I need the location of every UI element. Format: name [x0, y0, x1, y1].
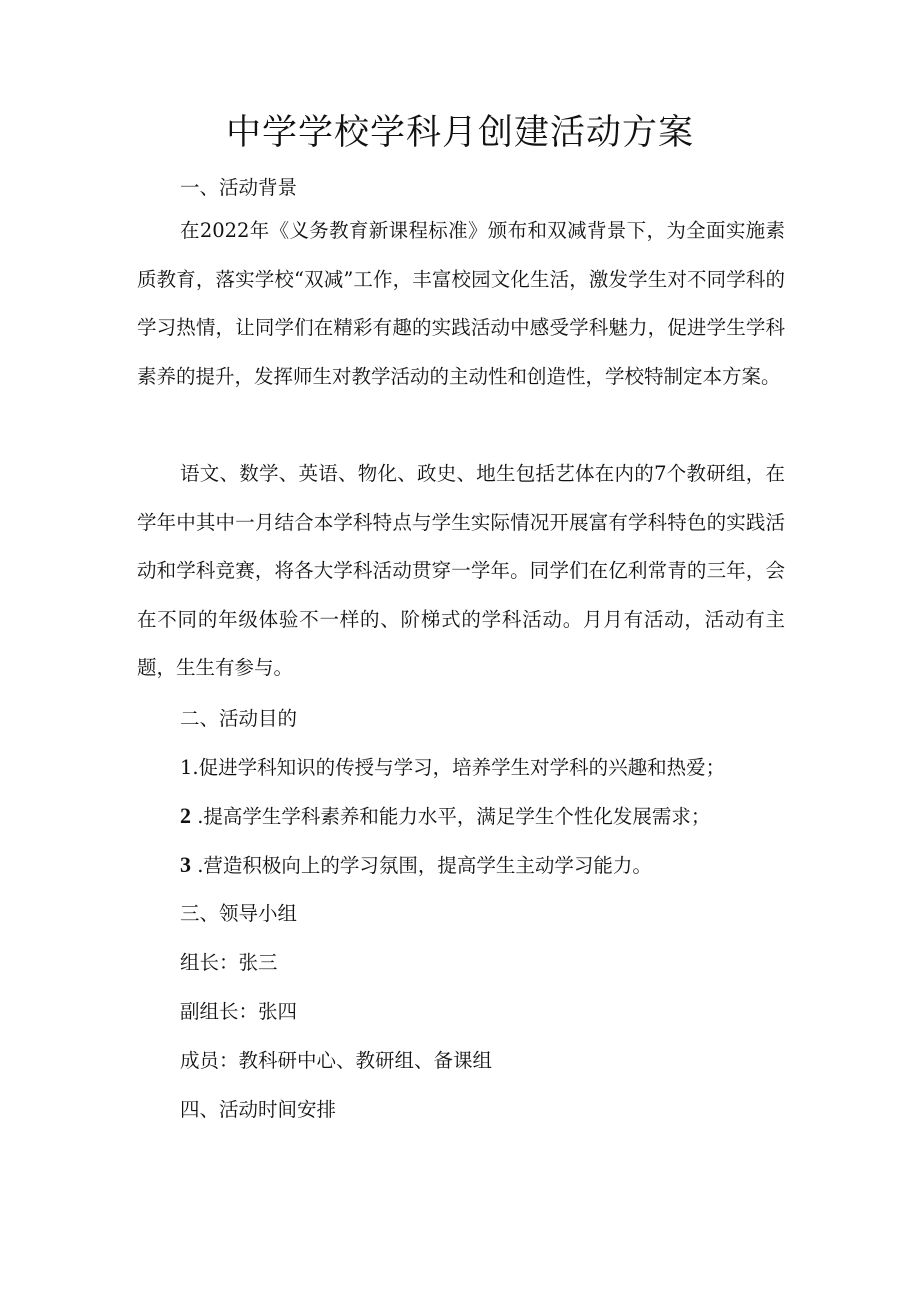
- purpose-item-text: .营造积极向上的学习氛围，提高学生主动学习能力。: [191, 854, 652, 877]
- paragraph-background-2: 语文、数学、英语、物化、政史、地生包括艺体在内的7个教研组，在学年中其中一月结合本学科特点与学生实际情况开展富有学科特色的实践活动和学科竞赛，将各大学科活动贯穿一学年。同学们在亿利常青的三年，会在不同的年级体验不一样的、阶梯式的学科活动。月月有活动，活动有主题，生生有参与。: [137, 462, 785, 679]
- paragraph-background-1: 在2022年《义务教育新课程标准》颁布和双减背景下，为全面实施素质教育，落实学校“双减”工作，丰富校园文化生活，激发学生对不同学科的学习热情，让同学们在精彩有趣的实践活动中感受学科魅力，促进学生学科素养的提升，发挥师生对教学活动的主动性和创造性，学校特制定本方案。: [137, 219, 785, 388]
- purpose-item-2: [180, 802, 710, 831]
- leadership-members: 成员：教科研中心、教研组、备课组: [180, 1049, 493, 1072]
- purpose-item-1: [180, 754, 725, 782]
- leadership-leader: 组长：张三: [180, 951, 278, 974]
- purpose-item-text: .提高学生学科素养和能力水平，满足学生个性化发展需求；: [191, 805, 711, 828]
- purpose-item-number: 2: [180, 803, 191, 828]
- leadership-deputy: 副组长：张四: [180, 1000, 298, 1023]
- purpose-item-number: 1.: [180, 756, 199, 779]
- purpose-item-number: 3: [180, 852, 191, 877]
- section-heading-purpose: 二、活动目的: [180, 707, 298, 730]
- section-heading-schedule: 四、活动时间安排: [180, 1098, 337, 1121]
- section-heading-leadership: 三、领导小组: [180, 902, 298, 925]
- document-title: 中学学校学科月创建活动方案: [225, 113, 694, 153]
- purpose-item-3: [180, 851, 652, 880]
- purpose-item-text: 促进学科知识的传授与学习，培养学生对学科的兴趣和热爱；: [198, 756, 726, 779]
- section-heading-background: 一、活动背景: [180, 176, 298, 199]
